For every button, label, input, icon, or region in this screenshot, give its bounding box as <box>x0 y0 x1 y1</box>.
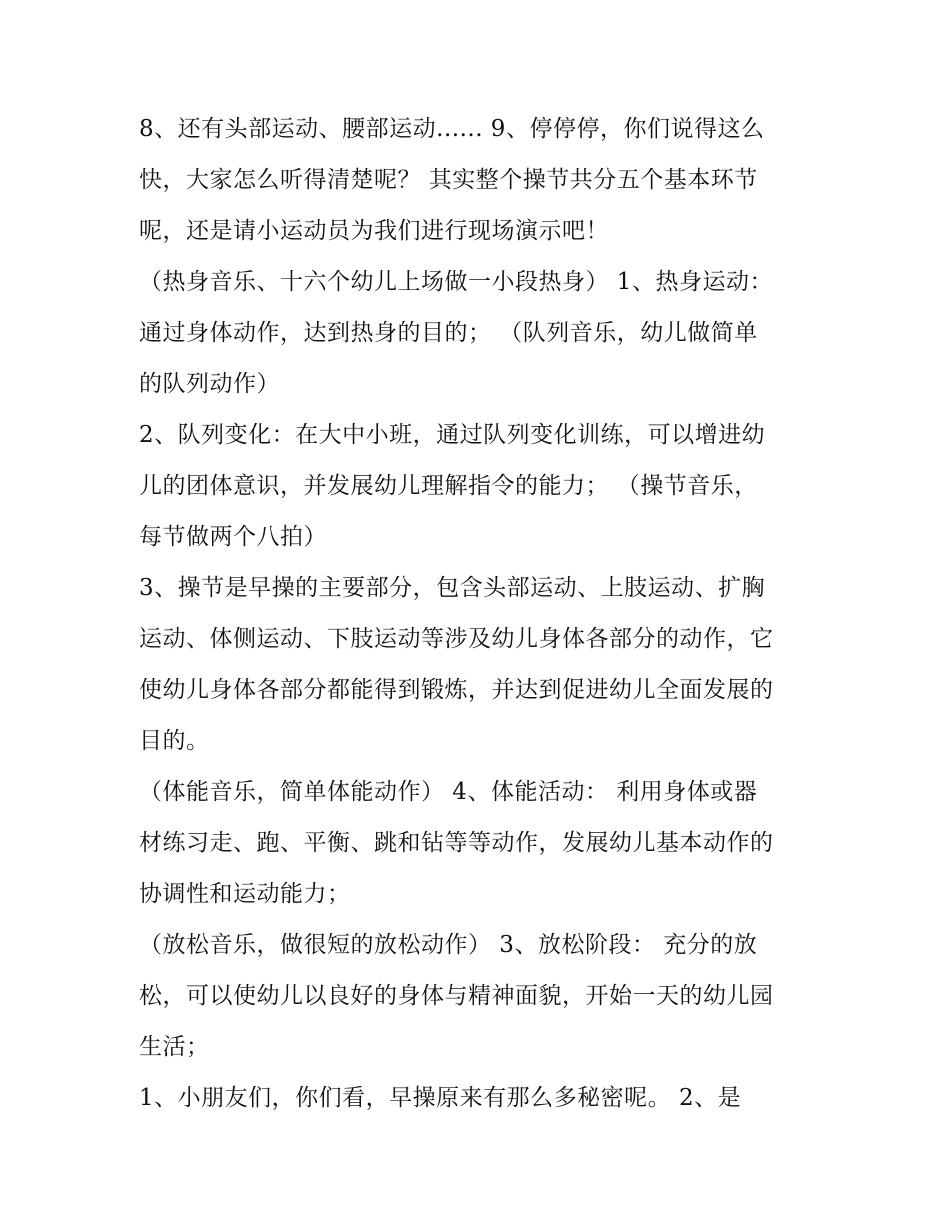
text-line: 通过身体动作，达到热身的目的； （队列音乐，幼儿做简单 <box>139 320 758 346</box>
text-line: 每节做两个八拍） <box>139 524 327 550</box>
text-line: 8、还有头部运动、腰部运动...... 9、停停停，你们说得这么 <box>139 116 765 142</box>
text-line: 2、队列变化：在大中小班，通过队列变化训练，可以增进幼 <box>139 422 766 448</box>
paragraph-5 <box>139 767 819 920</box>
text-line: （放松音乐，做很短的放松动作） 3、放松阶段： 充分的放 <box>139 932 758 958</box>
text-line: 松，可以使幼儿以良好的身体与精神面貌，开始一天的幼儿园 <box>139 983 774 1009</box>
text-line: 材练习走、跑、平衡、跳和钻等等动作，发展幼儿基本动作的 <box>139 830 774 856</box>
text-line: （体能音乐，简单体能动作） 4、体能活动： 利用身体或器 <box>139 779 758 805</box>
paragraph-1 <box>139 104 819 257</box>
paragraph-3 <box>139 410 819 563</box>
text-line: （热身音乐、十六个幼儿上场做一小段热身） 1、热身运动： <box>139 269 773 295</box>
text-line: 快，大家怎么听得清楚呢？ 其实整个操节共分五个基本环节 <box>139 167 758 193</box>
paragraph-2 <box>139 257 819 410</box>
document-body <box>139 104 819 1124</box>
paragraph-7 <box>139 1073 819 1124</box>
text-line: 运动、体侧运动、下肢运动等涉及幼儿身体各部分的动作，它 <box>139 626 774 652</box>
text-line: 3、操节是早操的主要部分，包含头部运动、上肢运动、扩胸 <box>139 575 766 601</box>
text-line: 儿的团体意识，并发展幼儿理解指令的能力； （操节音乐， <box>139 473 758 499</box>
text-line: 协调性和运动能力； <box>139 881 351 907</box>
text-line: 呢，还是请小运动员为我们进行现场演示吧！ <box>139 218 609 244</box>
paragraph-6 <box>139 920 819 1073</box>
text-line: 1、小朋友们，你们看，早操原来有那么多秘密呢。 2、是 <box>139 1085 742 1111</box>
text-line: 使幼儿身体各部分都能得到锻炼，并达到促进幼儿全面发展的 <box>139 677 774 703</box>
text-line: 的队列动作） <box>139 371 280 397</box>
text-line: 生活； <box>139 1034 210 1060</box>
text-line: 目的。 <box>139 728 210 754</box>
paragraph-4 <box>139 563 819 767</box>
